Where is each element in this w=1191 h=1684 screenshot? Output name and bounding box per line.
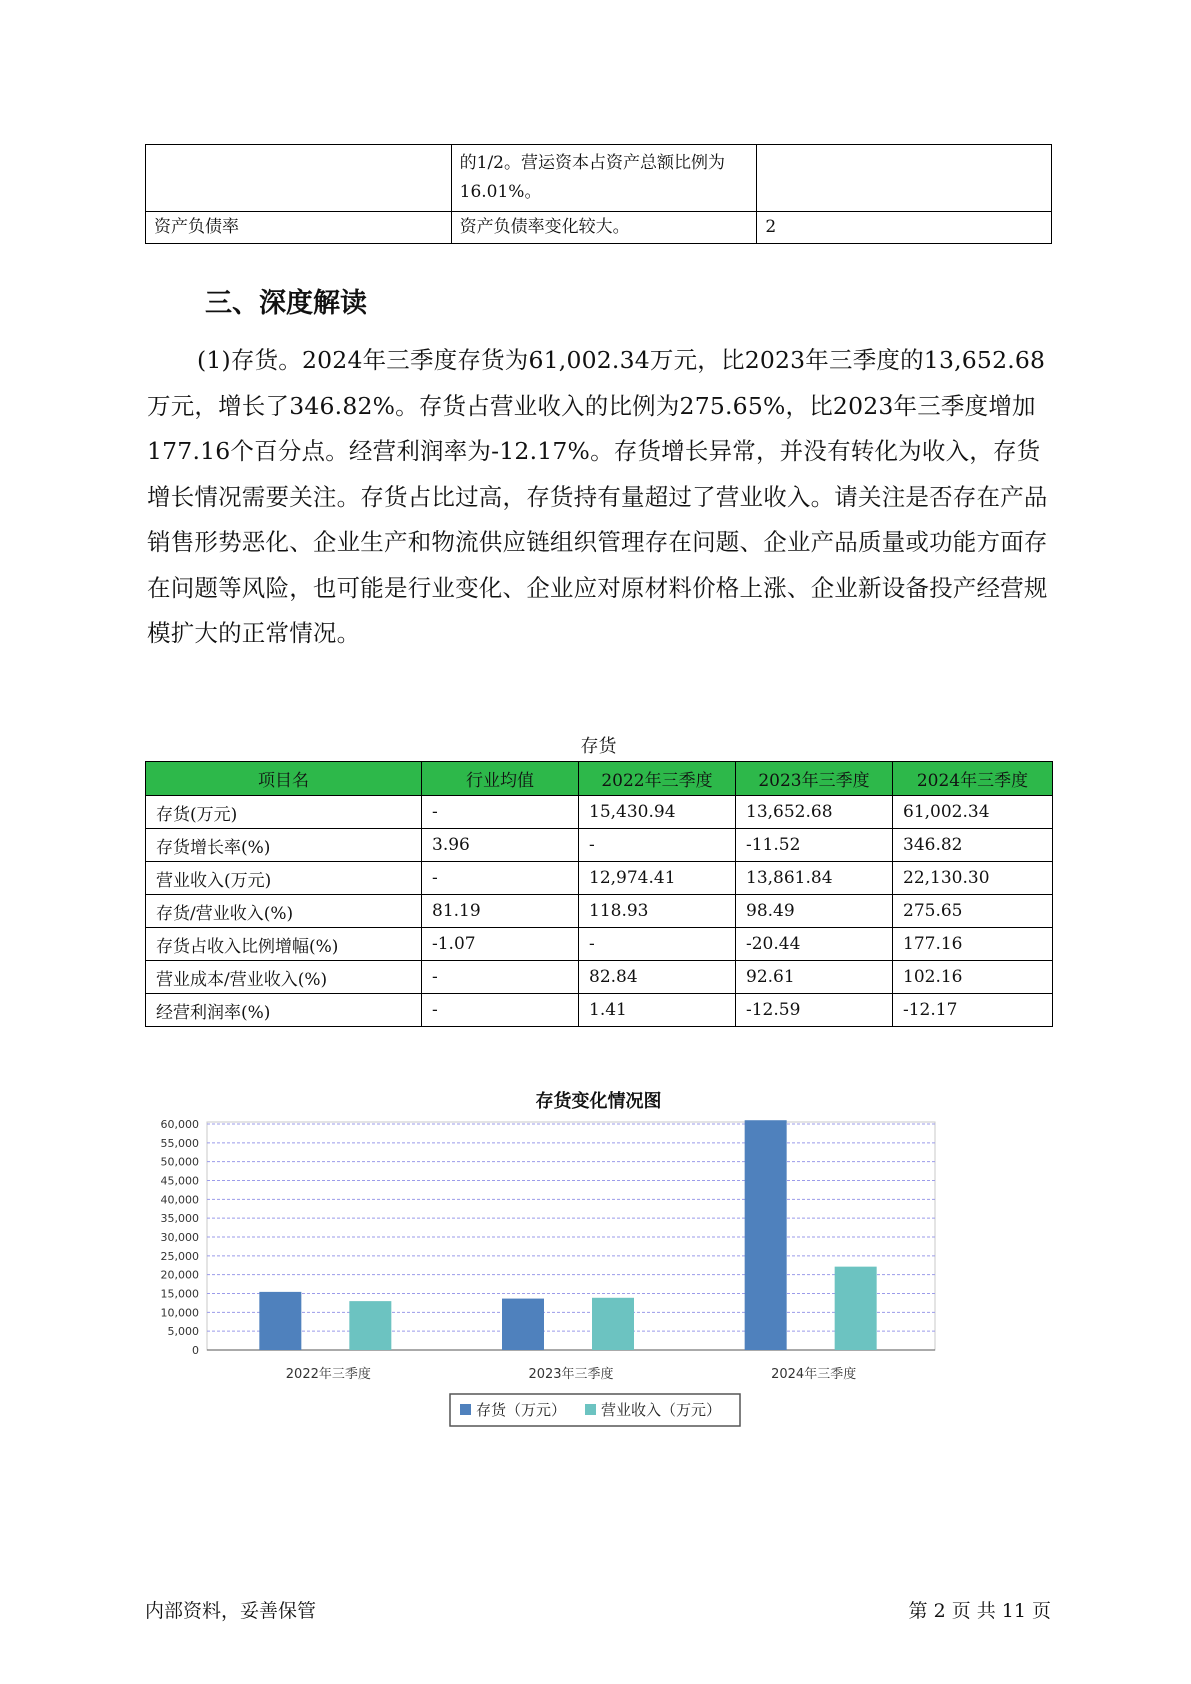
bar-inventory (259, 1292, 301, 1350)
table-cell: - (579, 829, 736, 862)
inventory-table (145, 761, 1053, 1027)
y-tick-label: 35,000 (160, 1212, 199, 1226)
y-tick-label: 25,000 (160, 1249, 199, 1263)
table-header-cell: 2022年三季度 (579, 762, 736, 796)
inventory-bar-chart (145, 1112, 1045, 1532)
table-cell: 275.65 (893, 895, 1053, 928)
table-cell: 存货占收入比例增幅(%) (146, 928, 422, 961)
table-cell: -12.59 (736, 994, 893, 1027)
table-body (146, 796, 1053, 1027)
y-tick-label: 60,000 (160, 1118, 199, 1131)
table-row (146, 928, 1053, 961)
table-cell: 存货增长率(%) (146, 829, 422, 862)
x-tick-label: 2024年三季度 (771, 1367, 857, 1382)
table-cell (757, 145, 1052, 212)
table-cell: 12,974.41 (579, 862, 736, 895)
table-cell: 92.61 (736, 961, 893, 994)
table-cell: 102.16 (893, 961, 1053, 994)
table-cell: -20.44 (736, 928, 893, 961)
y-tick-label: 30,000 (160, 1231, 199, 1244)
table-cell: 98.49 (736, 895, 893, 928)
bar-revenue (349, 1301, 391, 1350)
table-row (146, 961, 1053, 994)
table-cell: 资产负债率 (146, 212, 452, 244)
table-header-cell: 2024年三季度 (893, 762, 1053, 796)
table-cell: 22,130.30 (893, 862, 1053, 895)
footer-page-number: 第 2 页 共 11 页 (908, 1600, 1051, 1622)
bar-revenue (835, 1267, 877, 1350)
legend-label: 营业收入（万元） (601, 1401, 722, 1419)
legend-swatch (585, 1404, 596, 1415)
table-cell: 118.93 (579, 895, 736, 928)
y-tick-label: 50,000 (160, 1155, 199, 1169)
table-row (146, 829, 1053, 862)
table-cell (146, 145, 452, 212)
table-cell: 61,002.34 (893, 796, 1053, 829)
table-row (146, 145, 1052, 212)
legend-label: 存货（万元） (476, 1401, 567, 1419)
x-tick-label: 2023年三季度 (528, 1367, 614, 1382)
analysis-paragraph: (1)存货。2024年三季度存货为61,002.34万元，比2023年三季度的13,652.68万元，增长了346.82%。存货占营业收入的比例为275.65%，比2023年三季度增加177.16个百分点。经营利润率为-12.17%。存货增长异常，并没有转化为收入，存货增长情况需要关注。存货占比过高，存货持有量超过了营业收入。请关注是否存在产品销售形势恶化、企业生产和物流供应链组织管理存在问题、企业产品质量或功能方面存在问题等风险，也可能是行业变化、企业应对原材料价格上涨、企业新设备投产经营规模扩大的正常情况。 (147, 346, 1048, 647)
x-tick-label: 2022年三季度 (285, 1367, 371, 1382)
table-header-cell: 2023年三季度 (736, 762, 893, 796)
y-tick-label: 0 (192, 1344, 199, 1357)
table-cell: -12.17 (893, 994, 1053, 1027)
table-cell: 资产负债率变化较大。 (451, 212, 757, 244)
table-cell: 1.41 (579, 994, 736, 1027)
table-header-row (146, 762, 1053, 796)
table-cell: 346.82 (893, 829, 1053, 862)
table-cell: 的1/2。营运资本占资产总额比例为16.01%。 (451, 145, 757, 212)
table-cell: 营业收入(万元) (146, 862, 422, 895)
y-tick-label: 55,000 (160, 1136, 199, 1150)
footer-confidential: 内部资料，妥善保管 (145, 1600, 317, 1622)
y-tick-label: 5,000 (167, 1325, 199, 1339)
table-caption: 存货 (580, 736, 617, 757)
table-cell: - (422, 961, 579, 994)
table-cell: 13,652.68 (736, 796, 893, 829)
table-row (146, 212, 1052, 244)
table-cell: 2 (757, 212, 1052, 244)
section-heading: 三、深度解读 (205, 288, 367, 319)
table-cell: - (422, 796, 579, 829)
table-row (146, 796, 1053, 829)
y-tick-label: 15,000 (160, 1287, 199, 1301)
table-cell: 经营利润率(%) (146, 994, 422, 1027)
legend-swatch (460, 1404, 471, 1415)
plot-area (207, 1122, 935, 1350)
table-cell: 营业成本/营业收入(%) (146, 961, 422, 994)
table-cell: - (579, 928, 736, 961)
table-cell: - (422, 862, 579, 895)
table-cell: 存货(万元) (146, 796, 422, 829)
table-cell: 82.84 (579, 961, 736, 994)
table-row (146, 862, 1053, 895)
table-cell: 81.19 (422, 895, 579, 928)
table-cell: 13,861.84 (736, 862, 893, 895)
y-tick-label: 20,000 (160, 1268, 199, 1282)
bar-revenue (592, 1298, 634, 1350)
summary-table (145, 144, 1052, 244)
chart-title: 存货变化情况图 (535, 1091, 662, 1112)
bar-inventory (502, 1299, 544, 1350)
table-row (146, 895, 1053, 928)
y-tick-label: 40,000 (160, 1193, 199, 1207)
table-cell: 3.96 (422, 829, 579, 862)
table-cell: -11.52 (736, 829, 893, 862)
table-cell: 15,430.94 (579, 796, 736, 829)
table-cell: 存货/营业收入(%) (146, 895, 422, 928)
table-row (146, 994, 1053, 1027)
table-cell: -1.07 (422, 928, 579, 961)
table-header-cell: 行业均值 (422, 762, 579, 796)
table-cell: - (422, 994, 579, 1027)
table-cell: 177.16 (893, 928, 1053, 961)
table-header-cell: 项目名 (146, 762, 422, 796)
y-tick-label: 10,000 (160, 1306, 199, 1320)
bar-inventory (745, 1120, 787, 1350)
y-tick-label: 45,000 (160, 1174, 199, 1188)
